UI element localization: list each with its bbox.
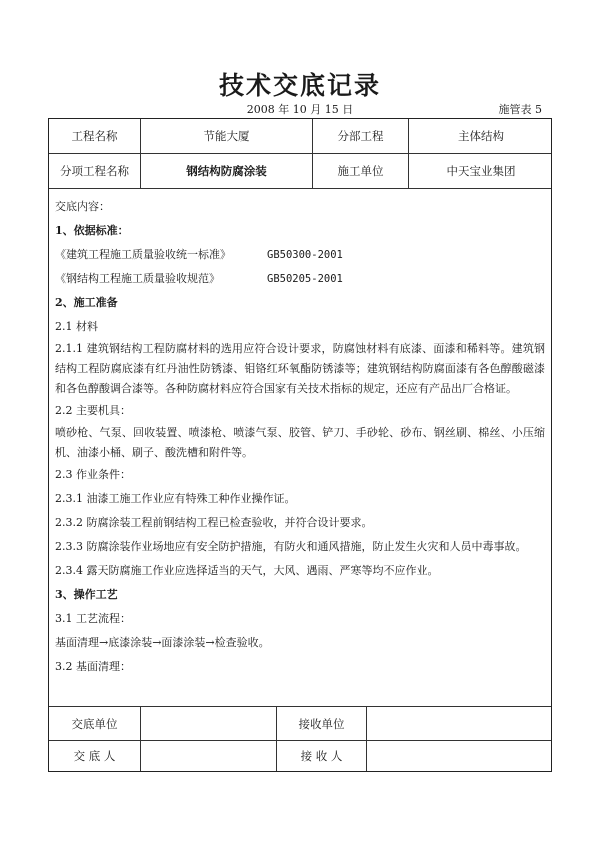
value-division: 主体结构 bbox=[458, 129, 504, 143]
reference-name: 《钢结构工程施工质量验收规范》 bbox=[55, 272, 220, 285]
value-contractor: 中天宝业集团 bbox=[446, 164, 516, 178]
section-2-1: 2.1 材料 bbox=[55, 320, 98, 333]
value-subproject-name: 钢结构防腐涂装 bbox=[141, 154, 313, 188]
label-subproject-name: 分项工程名称 bbox=[49, 154, 141, 188]
section-2-3-2: 2.3.2 防腐涂装工程前钢结构工程已检查验收，并符合设计要求。 bbox=[55, 516, 373, 529]
label-contractor: 施工单位 bbox=[313, 154, 409, 188]
document-date: 2008 年 10 月 15 日 bbox=[246, 103, 354, 116]
section-3-title: 3、操作工艺 bbox=[55, 588, 118, 601]
label-discloser: 交 底 人 bbox=[49, 741, 141, 771]
label-division: 分部工程 bbox=[313, 119, 409, 153]
content-intro: 交底内容： bbox=[55, 200, 110, 213]
section-2-title: 2、施工准备 bbox=[55, 296, 118, 309]
reference-code: GB50300-2001 bbox=[267, 249, 343, 261]
value-project-name: 节能大厦 bbox=[141, 119, 313, 153]
document-title: 技术交底记录 bbox=[218, 71, 381, 100]
value-disclosing-unit bbox=[141, 707, 277, 740]
label-receiving-unit: 接收单位 bbox=[277, 707, 367, 740]
reference-name: 《建筑工程施工质量验收统一标准》 bbox=[55, 248, 231, 261]
value-receiving-unit bbox=[367, 707, 553, 740]
reference-item bbox=[55, 243, 545, 267]
section-2-3-1: 2.3.1 油漆工施工作业应有特殊工种作业操作证。 bbox=[55, 492, 296, 505]
section-2-3-4: 2.3.4 露天防腐施工作业应选择适当的天气，大风、遇雨、严寒等均不应作业。 bbox=[55, 564, 439, 577]
info-row-project bbox=[49, 119, 551, 154]
section-1-title: 1、依据标准： bbox=[55, 224, 129, 237]
reference-code: GB50205-2001 bbox=[267, 273, 343, 285]
section-2-2-text: 喷砂枪、气泵、回收装置、喷漆枪、喷漆气泵、胶管、铲刀、手砂轮、砂布、钢丝刷、棉丝、小压缩机、油漆小桶、刷子、酸洗槽和附件等。 bbox=[55, 426, 545, 459]
signature-row-persons bbox=[49, 741, 551, 771]
record-table bbox=[48, 118, 552, 772]
info-row-subproject bbox=[49, 154, 551, 189]
section-2-3: 2.3 作业条件： bbox=[55, 468, 131, 481]
value-receiver bbox=[367, 741, 553, 771]
reference-item bbox=[55, 267, 545, 291]
section-2-3-3: 2.3.3 防腐涂装作业场地应有安全防护措施，有防火和通风措施，防止发生火灾和人员中毒事故。 bbox=[55, 540, 527, 553]
signature-row-units bbox=[49, 707, 551, 741]
label-disclosing-unit: 交底单位 bbox=[49, 707, 141, 740]
section-3-1-text: 基面清理→底漆涂装→面漆涂装→检查验收。 bbox=[55, 636, 270, 649]
section-3-2: 3.2 基面清理： bbox=[55, 660, 131, 673]
value-discloser bbox=[141, 741, 277, 771]
label-receiver: 接 收 人 bbox=[277, 741, 367, 771]
section-3-1: 3.1 工艺流程： bbox=[55, 612, 131, 625]
form-number: 施管表 5 bbox=[498, 103, 542, 116]
section-2-1-1-text: 2.1.1 建筑钢结构工程防腐材料的选用应符合设计要求，防腐蚀材料有底漆、面漆和稀料等。建筑钢结构工程防腐底漆有红丹油性防锈漆、钼铬红环氧酯防锈漆等；建筑钢结构防腐面漆有各色醇酸磁漆和各色醇酸调合漆等。各种防腐材料应符合国家有关技术指标的规定，还应有产品出厂合格证。 bbox=[55, 342, 545, 395]
label-project-name: 工程名称 bbox=[49, 119, 141, 153]
disclosure-content bbox=[49, 189, 551, 707]
section-2-2: 2.2 主要机具： bbox=[55, 404, 131, 417]
